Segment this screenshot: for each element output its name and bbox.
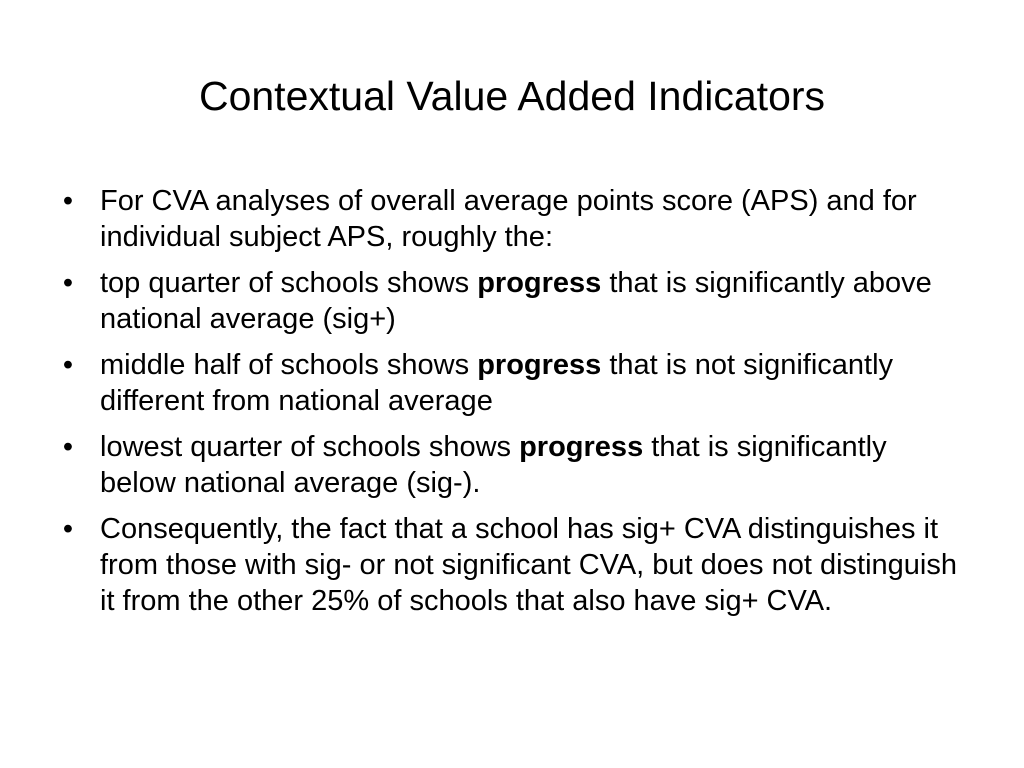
bullet-emphasis: progress <box>477 349 602 381</box>
slide-title: Contextual Value Added Indicators <box>198 73 826 119</box>
bullet-list <box>58 183 958 629</box>
bullet-text: For CVA analyses of overall average points score (APS) and for individual subject APS, roughly the: <box>100 185 917 253</box>
bullet-icon: • <box>62 267 74 299</box>
bullet-text-after: that is significantly above national average (sig+) <box>100 267 932 335</box>
bullet-item-1 <box>58 183 958 255</box>
bullet-text-before: middle half of schools shows <box>100 349 478 381</box>
bullet-icon: • <box>62 431 74 463</box>
bullet-icon: • <box>62 513 74 545</box>
bullet-item-4 <box>58 429 958 501</box>
bullet-icon: • <box>62 185 74 217</box>
bullet-text: Consequently, the fact that a school has sig+ CVA distinguishes it from those with sig- or not significant CVA, but does not distinguish it from the other 25% of schools that also have sig+ CVA. <box>100 513 958 617</box>
bullet-text-after: that is not significantly different from national average <box>100 349 894 417</box>
bullet-item-5 <box>58 511 958 619</box>
bullet-item-2 <box>58 265 958 337</box>
bullet-icon: • <box>62 349 74 381</box>
bullet-emphasis: progress <box>477 267 602 299</box>
bullet-emphasis: progress <box>519 431 644 463</box>
bullet-text-before: lowest quarter of schools shows <box>100 431 520 463</box>
bullet-item-3 <box>58 347 958 419</box>
bullet-text-before: top quarter of schools shows <box>100 267 478 299</box>
bullet-text-after: that is significantly below national average (sig-). <box>100 431 887 499</box>
